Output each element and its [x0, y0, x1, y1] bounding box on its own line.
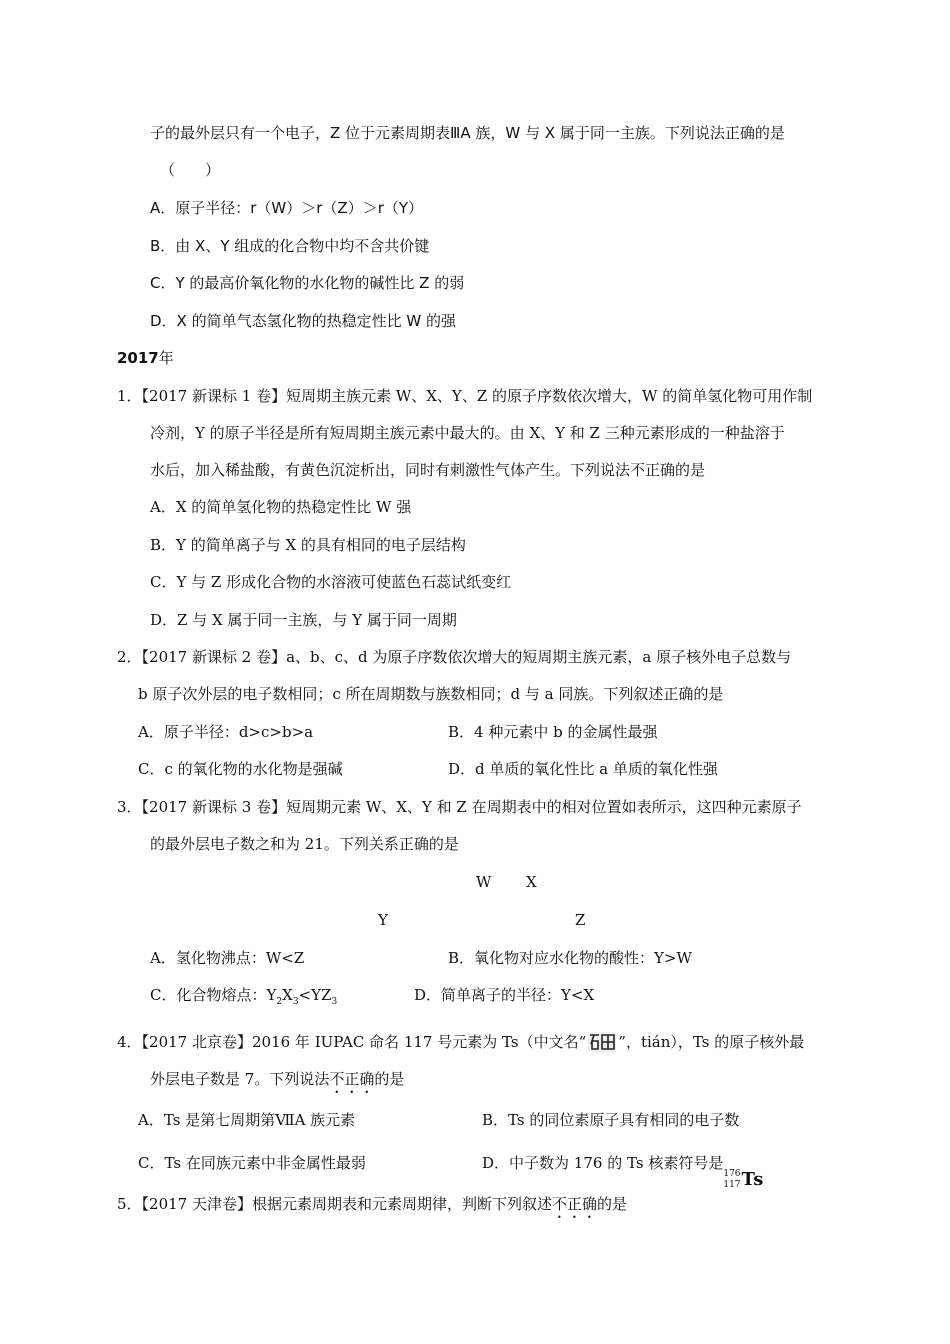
- q1-stem-line-1: 【2017 新课标 1 卷】短周期主族元素 W、X、Y、Z 的原子序数依次增大，W 的简单氢化物可用作制: [141, 387, 813, 405]
- q3-first-line: [117, 797, 802, 817]
- q1-first-line: [117, 386, 812, 406]
- q3-table-w: W: [476, 873, 492, 891]
- nuclide-mass-number: 176: [723, 1169, 741, 1179]
- q4-stem-line-1b: ”，tián），Ts 的原子核外最: [618, 1033, 805, 1051]
- nuclide-element-symbol: Ts: [741, 1169, 764, 1190]
- q1-option-a: A．X 的简单氢化物的热稳定性比 W 强: [150, 498, 412, 516]
- prev-option-d: D．X 的简单气态氢化物的热稳定性比 W 的强: [150, 312, 456, 330]
- q3-option-c-prefix: C．化合物熔点：Y: [150, 986, 277, 1004]
- q4-stem-line-2: [150, 1069, 404, 1097]
- q3-option-a: A．氢化物沸点：W<Z: [150, 949, 305, 967]
- q4-stem-line-2a: 外层电子数是 7。下列说法: [150, 1070, 330, 1088]
- q4-first-line: [117, 1032, 804, 1052]
- q4-nuclide-symbol: [723, 1169, 763, 1191]
- q2-stem-line-2: b 原子次外层的电子数相同；c 所在周期数与族数相同；d 与 a 同族。下列叙述正确的是: [138, 685, 724, 703]
- q3-option-b: B．氧化物对应水化物的酸性：Y>W: [448, 949, 692, 967]
- q4-option-d: [482, 1153, 763, 1191]
- tian-character-image: [588, 1032, 616, 1052]
- q1-option-b: B．Y 的简单离子与 X 的具有相同的电子层结构: [150, 536, 466, 554]
- q2-first-line: [117, 647, 791, 667]
- q3-stem-line-1: 【2017 新课标 3 卷】短周期元素 W、X、Y 和 Z 在周期表中的相对位置如表所示，这四种元素原子: [141, 798, 802, 816]
- prev-question-stem: 子的最外层只有一个电子，Z 位于元素周期表ⅢA 族，W 与 X 属于同一主族。下列说法正确的是: [150, 124, 785, 142]
- q4-stem-line-1a: 【2017 北京卷】2016 年 IUPAC 命名 117 号元素为 Ts（中文名“: [141, 1033, 587, 1051]
- q3-option-c-lt: <YZ: [298, 986, 332, 1004]
- q5-number: 5．: [117, 1195, 142, 1213]
- q3-option-c-sub-2: 3: [292, 997, 299, 1007]
- q1-option-c: C．Y 与 Z 形成化合物的水溶液可使蓝色石蕊试纸变红: [150, 573, 512, 591]
- q3-option-c-mid: X: [282, 986, 293, 1004]
- q3-option-c-sub-1: 2: [276, 997, 283, 1007]
- year-heading: [117, 348, 174, 368]
- q2-option-c: C．c 的氧化物的水化物是强碱: [138, 760, 343, 778]
- q3-table-y: Y: [378, 911, 388, 929]
- q3-option-c: [150, 985, 337, 1012]
- q4-emphasis-not-correct: 不正确: [329, 1070, 375, 1088]
- q5-emphasis-not-correct: 不正确: [552, 1195, 598, 1213]
- q5-first-line: [117, 1194, 627, 1222]
- year-number: 2017: [117, 349, 159, 367]
- prev-question-answer-paren: （ ）: [160, 161, 221, 179]
- q3-number: 3．: [117, 798, 142, 816]
- q4-number: 4．: [117, 1033, 142, 1051]
- q1-stem-line-3: 水后，加入稀盐酸，有黄色沉淀析出，同时有刺激性气体产生。下列说法不正确的是: [150, 461, 706, 479]
- q3-table-z: Z: [575, 911, 586, 929]
- q3-table-x: X: [526, 873, 537, 891]
- q2-number: 2．: [117, 648, 142, 666]
- q2-option-d: D．d 单质的氧化性比 a 单质的氧化性强: [448, 760, 718, 778]
- prev-option-c: C．Y 的最高价氧化物的水化物的碱性比 Z 的弱: [150, 274, 465, 292]
- year-suffix: 年: [158, 349, 174, 367]
- q2-option-b: B．4 种元素中 b 的金属性最强: [448, 723, 658, 741]
- q4-option-a: A．Ts 是第七周期第ⅦA 族元素: [138, 1111, 356, 1129]
- q1-option-d: D．Z 与 X 属于同一主族，与 Y 属于同一周期: [150, 611, 457, 629]
- q5-stem-b: 的是: [597, 1195, 628, 1213]
- q4-option-b: B．Ts 的同位素原子具有相同的电子数: [482, 1111, 740, 1129]
- q3-option-d: D．简单离子的半径：Y<X: [414, 986, 595, 1004]
- q4-option-c: C．Ts 在同族元素中非金属性最弱: [138, 1154, 366, 1172]
- q1-number: 1．: [117, 387, 142, 405]
- prev-option-b: B．由 X、Y 组成的化合物中均不含共价键: [150, 237, 430, 255]
- q3-stem-line-2: 的最外层电子数之和为 21。下列关系正确的是: [150, 835, 459, 853]
- q2-option-a: A．原子半径：d>c>b>a: [138, 723, 314, 741]
- q4-stem-line-2b: 的是: [374, 1070, 405, 1088]
- q1-stem-line-2: 冷剂，Y 的原子半径是所有短周期主族元素中最大的。由 X、Y 和 Z 三种元素形成的一种盐溶于: [150, 424, 785, 442]
- q2-stem-line-1: 【2017 新课标 2 卷】a、b、c、d 为原子序数依次增大的短周期主族元素，a 原子核外电子总数与: [141, 648, 792, 666]
- nuclide-atomic-number: 117: [723, 1180, 741, 1190]
- q4-option-d-text: D．中子数为 176 的 Ts 核素符号是: [482, 1154, 724, 1172]
- q3-option-c-sub-3: 3: [331, 997, 338, 1007]
- prev-option-a: A．原子半径：r（W）＞r（Z）＞r（Y）: [150, 199, 424, 217]
- q5-stem-a: 【2017 天津卷】根据元素周期表和元素周期律，判断下列叙述: [141, 1195, 552, 1213]
